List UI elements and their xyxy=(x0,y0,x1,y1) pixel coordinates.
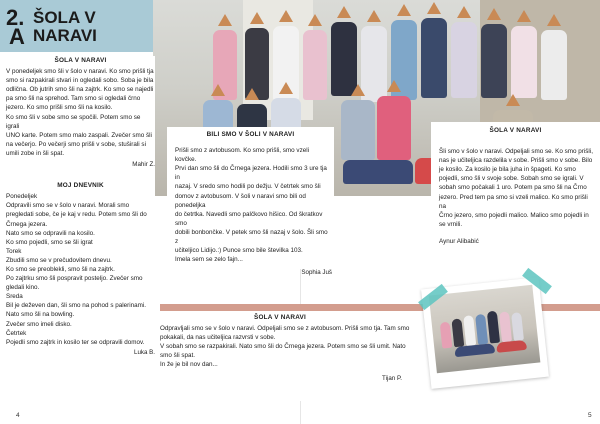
page-title-line-1: ŠOLA V xyxy=(33,8,96,27)
text-line: Zvečer smo imeli disko. xyxy=(6,320,72,328)
photo-child xyxy=(341,100,375,160)
text-line: Ko smo se preoblekli, smo šli na zajtrk. xyxy=(6,265,115,273)
text-line: je kosilo. Za kosilo je bila juha in špageti. Ko smo xyxy=(439,166,576,174)
page-title xyxy=(33,9,97,45)
right-article xyxy=(431,122,600,277)
photo-paper-hat xyxy=(250,12,264,24)
text-line: Ko smo šli v sobe smo se spočili. Potem smo se igrali xyxy=(6,113,141,130)
article-heading: ŠOLA V NARAVI xyxy=(54,57,107,64)
photo-paper-hat xyxy=(279,82,293,94)
photo-child xyxy=(343,160,413,184)
text-line: pregledati sobe, če je kaj v redu. Potem smo šli do xyxy=(6,211,147,219)
photo-child xyxy=(496,340,527,353)
text-line: Črno jezero, smo pojedli malico. Malico smo pojedli in xyxy=(439,211,589,219)
photo-paper-hat xyxy=(457,6,471,18)
article-author: Tijan P. xyxy=(382,374,402,382)
article-body xyxy=(6,192,155,347)
text-line: Bil je deževen dan, šli smo na pohod s palerinami. xyxy=(6,302,147,310)
text-line: jezero. Ko smo prišli smo šli na kosilo. xyxy=(6,104,113,112)
photo-paper-hat xyxy=(218,14,232,26)
text-line: V sobah smo se razpakirali. Nato smo šli do Črnega jezera. Potem smo se šli umit. Nato xyxy=(160,343,406,351)
photo-child xyxy=(541,30,567,100)
photo-child xyxy=(463,315,476,346)
text-line: In že je bil nov dan... xyxy=(160,361,218,369)
text-line: Nato smo se odpravili na kosilo. xyxy=(6,229,95,237)
text-line: Po zajtrku smo šli pospravit posteljo. Zvečer smo xyxy=(6,275,143,283)
text-line: gledali kino. xyxy=(6,284,40,292)
article-body xyxy=(160,324,418,369)
article-body xyxy=(431,147,600,229)
text-line: sobah smo počakali 1 uro. Potem pa smo šli na Črno xyxy=(439,184,587,192)
article-heading: ŠOLA V NARAVI xyxy=(254,314,306,321)
photo-child xyxy=(421,18,447,98)
photo-child xyxy=(440,322,453,349)
text-line: V ponedeljek smo šli v šolo v naravi. Ko smo prišli tja xyxy=(6,68,154,76)
left-column xyxy=(6,56,155,357)
text-line: učiteljico Lidijo.:) Punce smo bile številka 103. xyxy=(175,247,303,255)
photo-child xyxy=(303,30,327,100)
photo-child xyxy=(481,24,507,98)
article-heading: MOJ DNEVNIK xyxy=(57,182,104,190)
page-number-right: 5 xyxy=(588,412,592,419)
text-line: domov z avtobusom. V šoli v naravi smo bili od ponedeljka xyxy=(175,192,306,209)
photo-paper-hat xyxy=(397,4,411,16)
photo-paper-hat xyxy=(245,88,259,100)
text-line: Prišli smo z avtobusom. Ko smo prišli, smo vzeli kovčke. xyxy=(175,147,310,164)
photo-paper-hat xyxy=(517,10,531,22)
text-line: nazaj. V sredo smo hodili po dežju. V četrtek smo šli xyxy=(175,183,321,191)
text-line: nas je učiteljica razdelila v sobe. Prišli smo v sobe. Bilo xyxy=(439,157,593,165)
text-line: Prvi dan smo šli do Črnega jezera. Hodili smo 3 ure tja in xyxy=(175,165,327,182)
photo-paper-hat xyxy=(367,10,381,22)
text-line: Odpravljali smo se v šolo v naravi. Odpeljali smo se z avtobusom. Prišli smo tja. Tam smo xyxy=(160,325,410,333)
text-line: smo šli spat. xyxy=(160,352,195,360)
text-line: Imela sem se zelo fajn... xyxy=(175,256,243,264)
photo-child xyxy=(499,311,512,342)
text-line: pojedli, smo šli v svoje sobe. Sobah smo se igrali. V xyxy=(439,175,584,183)
photo-child xyxy=(377,96,411,160)
text-line: Ponedeljek xyxy=(6,193,38,201)
photo-paper-hat xyxy=(337,6,351,18)
photo-paper-hat xyxy=(487,8,501,20)
class-number: 2. xyxy=(6,5,25,30)
page-number-left: 4 xyxy=(16,412,20,419)
polaroid-image xyxy=(429,285,541,373)
text-line: smo si razpakirali stvari in ogledali sobo. Soba je bila xyxy=(6,77,154,85)
text-line: Zbudili smo se v prečudovitem dnevu. xyxy=(6,256,112,264)
text-line: se vrnili. xyxy=(439,220,463,228)
text-line: dobili bonbončke. V petek smo šli nazaj v šolo. Šli smo z xyxy=(175,228,328,246)
page-title-line-2: NARAVI xyxy=(33,26,97,45)
article-body xyxy=(6,67,155,158)
photo-child xyxy=(511,312,524,341)
middle-article xyxy=(167,127,334,277)
text-line: UNO karte. Potem smo malo zaspali. Zvečer smo šli xyxy=(6,131,152,139)
text-line: Četrtek xyxy=(6,329,27,337)
photo-paper-hat xyxy=(506,94,520,106)
article-author: Mahir Z. xyxy=(132,161,155,169)
photo-child xyxy=(451,318,464,347)
text-line: pokakali, da nas učiteljica razvrsti v sobe. xyxy=(160,334,276,342)
photo-child xyxy=(511,26,537,98)
photo-paper-hat xyxy=(547,14,561,26)
photo-paper-hat xyxy=(308,14,322,26)
class-label xyxy=(6,5,25,49)
text-line: umili zobe in šli spat. xyxy=(6,149,65,157)
class-letter: A xyxy=(9,24,25,49)
text-line: jezero. Pred tem pa smo si vzeli malico. Ko smo prišli na xyxy=(439,193,588,210)
text-line: Ko smo pojedli, smo se šli igrat xyxy=(6,238,93,246)
photo-child xyxy=(475,314,488,345)
text-line: na večerjo. Po večerji smo prišli v sobe, stuširali si xyxy=(6,140,146,148)
article-author: Aynur Alibabić xyxy=(439,237,479,245)
photo-paper-hat xyxy=(427,2,441,14)
text-line: Šli smo v šolo v naravi. Odpeljali smo se. Ko smo prišli, xyxy=(439,148,593,156)
text-line: odlična. Ob jutrih smo šli na zajtrk. Ko smo se najedli xyxy=(6,86,154,94)
text-line: Črnega jezera. xyxy=(6,220,48,228)
article-body xyxy=(167,146,334,264)
article-author: Luka B. xyxy=(134,348,155,356)
photo-child xyxy=(451,22,477,98)
photo-child xyxy=(487,311,500,344)
text-line: Sreda xyxy=(6,293,23,301)
photo-paper-hat xyxy=(211,84,225,96)
text-line: pa smo šli na sprehod. Tam smo si ogledali črno xyxy=(6,95,141,103)
text-line: Torek xyxy=(6,247,22,255)
text-line: do četrtka. Navedli smo palčkovo hišico. Od škratkov smo xyxy=(175,210,323,227)
photo-paper-hat xyxy=(279,10,293,22)
article-author: Sophia Juš xyxy=(301,269,332,277)
photo-paper-hat xyxy=(387,80,401,92)
text-line: Odpravili smo se v šolo v naravi. Morali smo xyxy=(6,202,130,210)
bottom-article xyxy=(160,311,418,401)
photo-paper-hat xyxy=(351,84,365,96)
text-line: Nato smo šli na bowling. xyxy=(6,311,75,319)
article-heading: BILI SMO V ŠOLI V NARAVI xyxy=(206,131,295,138)
text-line: Pojedli smo zajtrk in kosilo ter se odpravili domov. xyxy=(6,338,145,346)
article-heading: ŠOLA V NARAVI xyxy=(489,127,542,134)
